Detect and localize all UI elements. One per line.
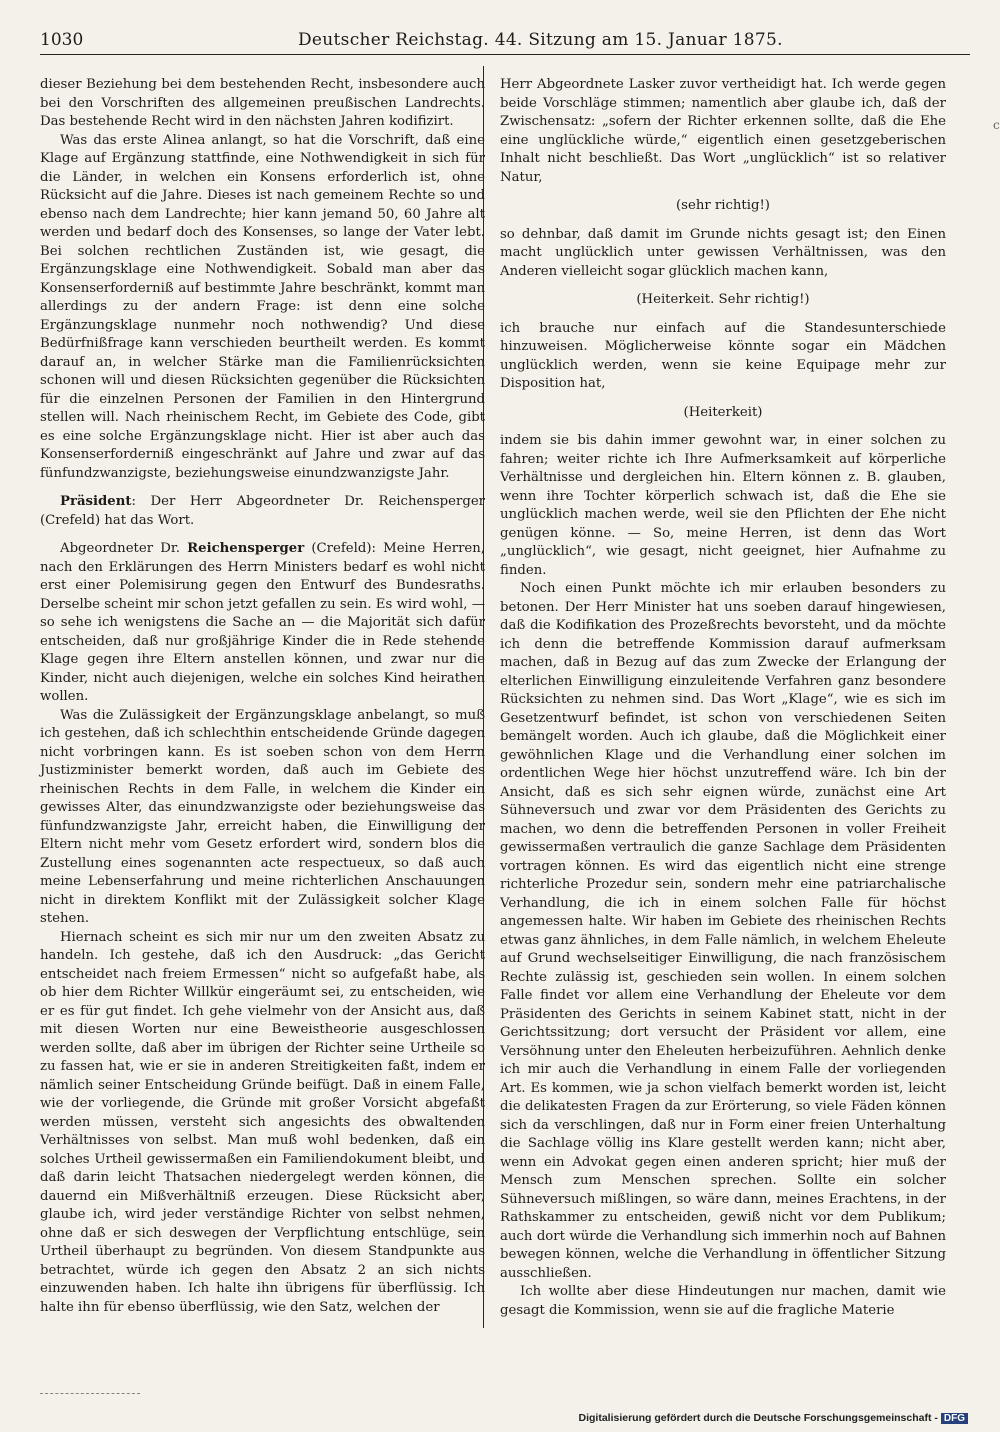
paragraph: dieser Beziehung bei dem bestehenden Recht, insbesondere auch bei den Vorschriften des allgemeinen preußischen Landrechts. Das bestehende Recht wird in den nächsten Jahren kodifizirt. bbox=[40, 77, 485, 129]
interjection: (Heiterkeit) bbox=[683, 404, 763, 420]
paragraph: Noch einen Punkt möchte ich mir erlauben besonders zu betonen. Der Herr Minister hat uns soeben darauf hingewiesen, daß die Kodifikation des Prozeßrechts bevorsteht, und da möchte ich denn die betreffende Kommission darauf aufmerksam machen, daß in Bezug auf das zum Zwecke der Erlangung der elterlichen Einwilligung einzuleitende Verfahren ganz besondere Rücksichten zu nehmen sind. Das Wort „Klage“, wie es sich im Gesetzentwurf befindet, ist schon von verschiedenen Seiten bemängelt worden. Auch ich glaube, daß die Möglichkeit einer gewöhnlichen Klage und die Verhandlung einer solchen im ordentlichen Wege hier höchst unzutreffend wäre. Ich bin der Ansicht, daß es sich sehr eignen würde, zunächst eine Art Sühneversuch und zwar vor dem Präsidenten des Gerichts zu machen, wo denn die betreffenden Personen in voller Freiheit gewissermaßen vertraulich die ganze Sachlage dem Präsidenten vortragen können. Es wird das eigentlich nicht eine strenge richterliche Prozedur sein, sondern mehr eine patriarchalische Verhandlung, die ich in einem solchen Falle für höchst angemessen halte. Wir haben im Gebiete des rheinischen Rechts etwas ganz ähnliches, in dem Falle nämlich, in welchem Eheleute auf Grund wechselseitiger Einwilligung, die nach französischem Rechte zulässig ist, geschieden sein wollen. In einem solchen Falle findet vor allem eine Verhandlung der Eheleute vor dem Präsidenten des Gerichts in seinem Kabinet statt, nicht in der Gerichtssitzung; dort versucht der Präsident vor allem, eine Versöhnung unter den Eheleuten herbeizuführen. Aehnlich denke ich mir auch die Verhandlung in einem Falle der vorliegenden Art. Es kommen, wie ja schon vielfach bemerkt worden ist, leicht die delikatesten Fragen da zur Erörterung, so viele Fäden können sich da verschlingen, daß nur in Form einer freien Unterhaltung die Sachlage völlig ins Klare gestellt werden kann; nicht aber, wenn ein Advokat gegen einen anderen spricht; hier muß der Mensch zum Menschen sprechen. Sollte ein solcher Sühneversuch mißlingen, so wäre dann, meines Erachtens, in der Rathskammer zu entscheiden, gewiß nicht vor dem Publikum; auch dort würde die Verhandlung sich immerhin noch auf Bahnen bewegen können, welche die Verhandlung in öffentlicher Sitzung ausschließen. bbox=[500, 581, 946, 1281]
speech-text: (Crefeld): Meine Herren, nach den Erklärungen des Herrn Ministers bedarf es wohl nicht erst einer Polemisirung gegen den Entwurf des Bundesraths. Derselbe scheint mir schon jetzt gefallen zu sein. Es wird wohl, — so sehe ich wenigstens die Sache an — die Majorität sich dafür entscheiden, daß nur großjährige Kinder die in Rede stehende Klage gegen ihre Eltern anstellen können, und zwar nur die Kinder, nicht auch diejenigen, welche ein solches Kind heirathen wollen. bbox=[40, 541, 485, 704]
paragraph: Was das erste Alinea anlangt, so hat die Vorschrift, daß eine Klage auf Ergänzung stattfinde, eine Nothwendigkeit in sich für die Länder, in welchen ein Konsens erforderlich ist, ohne Rücksicht auf die Jahre. Dieses ist nach gemeinem Rechte so und ebenso nach dem Landrechte; hier kann jemand 50, 60 Jahre alt werden und bedarf doch des Konsenses, so lange der Vater lebt. Bei solchen rechtlichen Zuständen ist, wie gesagt, die Ergänzungsklage eine Nothwendigkeit. Sobald man aber das Konsenserforderniß auf bestimmte Jahre beschränkt, kommt man allerdings zu der andern Frage: ist denn eine solche Ergänzungsklage nunmehr noch nothwendig? Und diese Bedürfnißfrage kann verschieden beurtheilt werden. Es kommt darauf an, in welcher Stärke man die Familienrücksichten schonen will und diesen Rücksichten gegenüber die Rücksichten für die einzelnen Personen der Familien in den Hintergrund stellen will. Nach rheinischem Recht, im Gebiete des Code, gibt es eine solche Ergänzungsklage nicht. Hier ist aber auch das Konsenserforderniß eingeschränkt auf Jahre und zwar auf das fünfundzwanzigste, beziehungsweise einundzwanzigste Jahr. bbox=[40, 132, 485, 481]
right-column bbox=[500, 76, 946, 1320]
running-title: Deutscher Reichstag. 44. Sitzung am 15. Januar 1875. bbox=[298, 30, 783, 50]
speaker-name: Präsident bbox=[60, 494, 132, 509]
credit-text: Digitalisierung gefördert durch die Deutsche Forschungsgemeinschaft - bbox=[578, 1412, 938, 1424]
page-header bbox=[40, 30, 970, 54]
digitization-credit bbox=[579, 1412, 969, 1424]
speaker-paragraph bbox=[40, 493, 485, 530]
paragraph: Herr Abgeordnete Lasker zuvor vertheidigt hat. Ich werde gegen beide Vorschläge stimmen; namentlich aber glaube ich, daß der Zwischensatz: „sofern der Richter erkennen sollte, daß die Ehe eine unglückliche würde,“ eigentlich einen gesetzgeberischen Inhalt nicht beschließt. Das Wort „unglücklich“ ist so relativer Natur, bbox=[500, 77, 946, 185]
header-rule bbox=[40, 54, 970, 55]
interjection: (Heiterkeit. Sehr richtig!) bbox=[636, 292, 810, 307]
footer-dashed-rule bbox=[40, 1393, 140, 1394]
speaker-paragraph bbox=[40, 540, 485, 707]
interjection: (sehr richtig!) bbox=[676, 198, 770, 213]
paragraph: Ich wollte aber diese Hindeutungen nur machen, damit wie gesagt die Kommission, wenn sie auf die fragliche Materie bbox=[500, 1284, 946, 1318]
speaker-prefix: Abgeordneter Dr. bbox=[60, 541, 188, 556]
speech-text: : Der Herr Abgeordneter Dr. Reichensperger (Crefeld) hat das Wort. bbox=[40, 494, 485, 528]
speaker-name: Reichensperger bbox=[187, 541, 305, 556]
dfg-logo-icon: DFG bbox=[941, 1413, 968, 1424]
paragraph: ich brauche nur einfach auf die Standesunterschiede hinzuweisen. Möglicherweise könnte sogar ein Mädchen unglücklich werden, wenn sie keine Equipage mehr zur Disposition hat, bbox=[500, 320, 946, 391]
paragraph: indem sie bis dahin immer gewohnt war, in einer solchen zu fahren; weiter richte ich Ihre Aufmerksamkeit auf körperliche Verhältnisse und dergleichen hin. Eltern können z. B. glauben, wenn ihre Tochter körperlich schwach ist, daß die Ehe sie unglücklich machen werde, weil sie den Pflichten der Ehe nicht genügen könne. — So, meine Herren, ist denn das Wort „unglücklich“, wie gesagt, nicht geeignet, hier Aufnahme zu finden. bbox=[500, 433, 946, 578]
left-column bbox=[40, 76, 485, 1317]
page-number: 1030 bbox=[40, 30, 84, 50]
paragraph: Was die Zulässigkeit der Ergänzungsklage anbelangt, so muß ich gestehen, daß ich schlechthin entscheidende Gründe dagegen nicht vorbringen kann. Es ist soeben schon von dem Herrn Justizminister bemerkt worden, daß auch im Gebiete des rheinischen Rechts in dem Falle, in welchem die Kinder ein gewisses Alter, das einundzwanzigste oder beziehungsweise das fünfundzwanzigste Jahr, erreicht haben, die Einwilligung der Eltern nicht mehr vom Gesetz erfordert wird, sondern blos die Zustellung eines sogenannten acte respectueux, so daß auch meine Lebenserfahrung und meine richterlichen Anschauungen nicht in direktem Konflikt mit der Zulässigkeit solcher Klage stehen. bbox=[40, 707, 485, 926]
paragraph: so dehnbar, daß damit im Grunde nichts gesagt ist; den Einen macht unglücklich unter gewissen Verhältnissen, was den Anderen vielleicht sogar glücklich machen kann, bbox=[500, 226, 946, 279]
paragraph: Hiernach scheint es sich mir nur um den zweiten Absatz zu handeln. Ich gestehe, daß ich den Ausdruck: „das Gericht entscheidet nach freiem Ermessen“ nicht so aufgefaßt habe, als ob hier dem Richter Willkür eingeräumt sei, zu entscheiden, wie er es für gut findet. Ich gehe vielmehr von der Ansicht aus, daß mit diesen Worten nur eine Beweistheorie ausgeschlossen werden sollte, daß aber im übrigen der Richter seine Urtheile so zu fassen hat, wie er sie in anderen Streitigkeiten faßt, indem er nämlich seiner Entscheidung Gründe beifügt. Daß in einem Falle, wie der vorliegende, die Gründe mit großer Vorsicht abgefaßt werden müssen, versteht sich angesichts des obwaltenden Verhältnisses von selbst. Man muß wohl bedenken, daß ein solches Urtheil gewissermaßen ein Familiendokument bleibt, und daß darin leicht Thatsachen niedergelegt werden können, die dauernd ein Mißverhältniß erzeugen. Diese Rücksicht aber, glaube ich, wird jeder verständige Richter von selbst nehmen, ohne daß er sich deswegen der Verpflichtung entschlüge, sein Urtheil überhaupt zu begründen. Von diesem Standpunkte aus betrachtet, würde ich gegen den Absatz 2 an sich nichts einzuwenden haben. Ich halte ihn übrigens für überflüssig. Ich halte ihn für ebenso überflüssig, wie den Satz, welchen der bbox=[40, 929, 485, 1315]
margin-mark: c bbox=[993, 118, 1000, 132]
